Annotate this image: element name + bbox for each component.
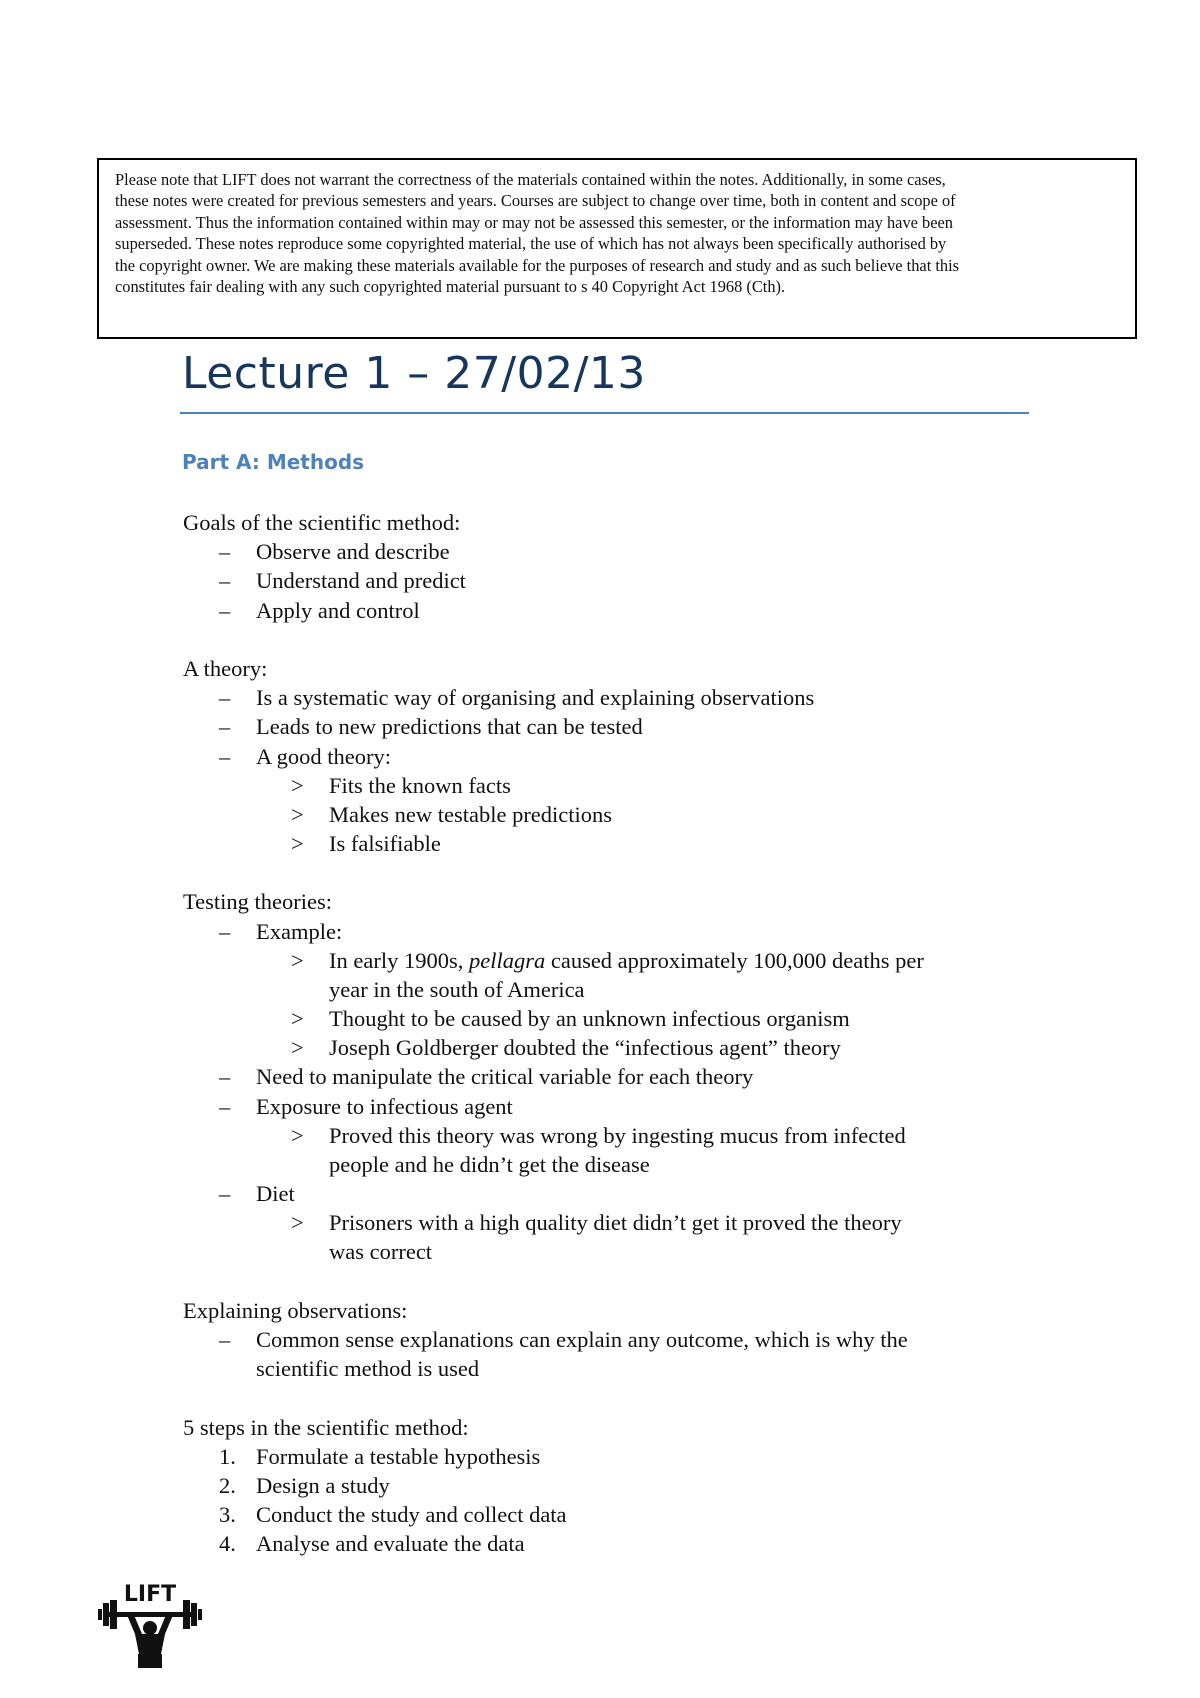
section-heading-goals: Goals of the scientific method: — [183, 510, 461, 535]
arrow-bullet: > — [291, 1210, 304, 1235]
disclaimer-line: assessment. Thus the information contained within may or may not be assessed this semester, or the information may have been — [115, 212, 953, 232]
list-item: A good theory: — [256, 744, 391, 769]
step-number: 3. — [219, 1502, 236, 1527]
sub-list-item — [329, 946, 924, 975]
text-run: In early 1900s, — [329, 948, 469, 973]
list-item: Need to manipulate the critical variable for each theory — [256, 1064, 754, 1089]
list-item: Common sense explanations can explain any outcome, which is why the — [256, 1327, 908, 1352]
sub-list-item: Proved this theory was wrong by ingesting mucus from infected — [329, 1123, 906, 1148]
dash-bullet: – — [219, 568, 231, 593]
disclaimer-line: constitutes fair dealing with any such copyrighted material pursuant to s 40 Copyright Act 1968 (Cth). — [115, 277, 786, 297]
barbell-bar — [104, 1612, 196, 1617]
numbered-item: Design a study — [256, 1473, 390, 1498]
sub-list-item: Is falsifiable — [329, 831, 441, 856]
dash-bullet: – — [219, 598, 231, 623]
lifter-head-icon — [143, 1621, 157, 1635]
step-number: 2. — [219, 1473, 236, 1498]
dash-bullet: – — [219, 744, 231, 769]
arrow-bullet: > — [291, 1035, 304, 1060]
italic-term: pellagra — [468, 948, 546, 973]
arrow-bullet: > — [291, 1006, 304, 1031]
sub-list-item: Fits the known facts — [329, 773, 511, 798]
lifter-torso-icon — [135, 1634, 165, 1654]
list-item: Leads to new predictions that can be tested — [256, 714, 643, 739]
lifter-arm-icon — [158, 1615, 173, 1634]
numbered-item: Formulate a testable hypothesis — [256, 1444, 541, 1469]
part-heading: Part A: Methods — [182, 450, 365, 474]
dash-bullet: – — [219, 539, 231, 564]
dash-bullet: – — [219, 1064, 231, 1089]
sub-list-item: Makes new testable predictions — [329, 802, 613, 827]
sub-list-item-continuation: people and he didn’t get the disease — [329, 1152, 650, 1177]
list-item: Is a systematic way of organising and explaining observations — [256, 685, 815, 710]
section-heading-explaining: Explaining observations: — [183, 1298, 408, 1323]
sub-list-item: Thought to be caused by an unknown infectious organism — [329, 1006, 850, 1031]
numbered-item: Conduct the study and collect data — [256, 1502, 567, 1527]
lift-logo — [98, 1582, 202, 1668]
arrow-bullet: > — [291, 1123, 304, 1148]
disclaimer-line: these notes were created for previous semesters and years. Courses are subject to change over time, both in content and scope of — [115, 191, 956, 211]
dash-bullet: – — [219, 714, 231, 739]
list-item: Example: — [256, 919, 343, 944]
weight-plate-icon — [183, 1600, 190, 1629]
arrow-bullet: > — [291, 831, 304, 856]
step-number: 1. — [219, 1444, 236, 1469]
section-heading-theory: A theory: — [183, 656, 268, 681]
arrow-bullet: > — [291, 948, 304, 973]
dash-bullet: – — [219, 1327, 231, 1352]
weight-plate-icon — [98, 1609, 102, 1620]
section-heading-testing: Testing theories: — [183, 889, 333, 914]
disclaimer-line: the copyright owner. We are making these materials available for the purposes of research and study and as such believe that this — [115, 255, 960, 275]
list-item: Observe and describe — [256, 539, 450, 564]
weight-plate-icon — [198, 1609, 202, 1620]
section-heading-steps: 5 steps in the scientific method: — [183, 1415, 469, 1440]
lifter-base-icon — [138, 1654, 162, 1668]
list-item: Diet — [256, 1181, 295, 1206]
lifter-arm-icon — [127, 1615, 142, 1634]
arrow-bullet: > — [291, 773, 304, 798]
list-item: Exposure to infectious agent — [256, 1094, 513, 1119]
sub-list-item: Prisoners with a high quality diet didn’t get it proved the theory — [329, 1210, 902, 1235]
list-item: Understand and predict — [256, 568, 466, 593]
arrow-bullet: > — [291, 802, 304, 827]
dash-bullet: – — [219, 919, 231, 944]
disclaimer-line: Please note that LIFT does not warrant the correctness of the materials contained within the notes. Additionally, in some cases, — [115, 170, 946, 189]
dash-bullet: – — [219, 1094, 231, 1119]
weight-plate-icon — [103, 1603, 109, 1626]
list-item: Apply and control — [256, 598, 420, 623]
disclaimer-line: superseded. These notes reproduce some copyrighted material, the use of which has not always been specifically authorised by — [115, 234, 947, 254]
page-title: Lecture 1 – 27/02/13 — [182, 348, 646, 399]
step-number: 4. — [219, 1531, 236, 1556]
list-item-continuation: scientific method is used — [256, 1356, 480, 1381]
text-run: caused approximately 100,000 deaths per — [545, 948, 924, 973]
dash-bullet: – — [219, 685, 231, 710]
weight-plate-icon — [191, 1603, 197, 1626]
numbered-item: Analyse and evaluate the data — [256, 1531, 525, 1556]
dash-bullet: – — [219, 1181, 231, 1206]
sub-list-item-continuation: year in the south of America — [329, 977, 585, 1002]
sub-list-item: Joseph Goldberger doubted the “infectious agent” theory — [329, 1035, 841, 1060]
sub-list-item-continuation: was correct — [329, 1239, 433, 1264]
logo-wordmark: LIFT — [123, 1582, 177, 1607]
weight-plate-icon — [110, 1600, 117, 1629]
